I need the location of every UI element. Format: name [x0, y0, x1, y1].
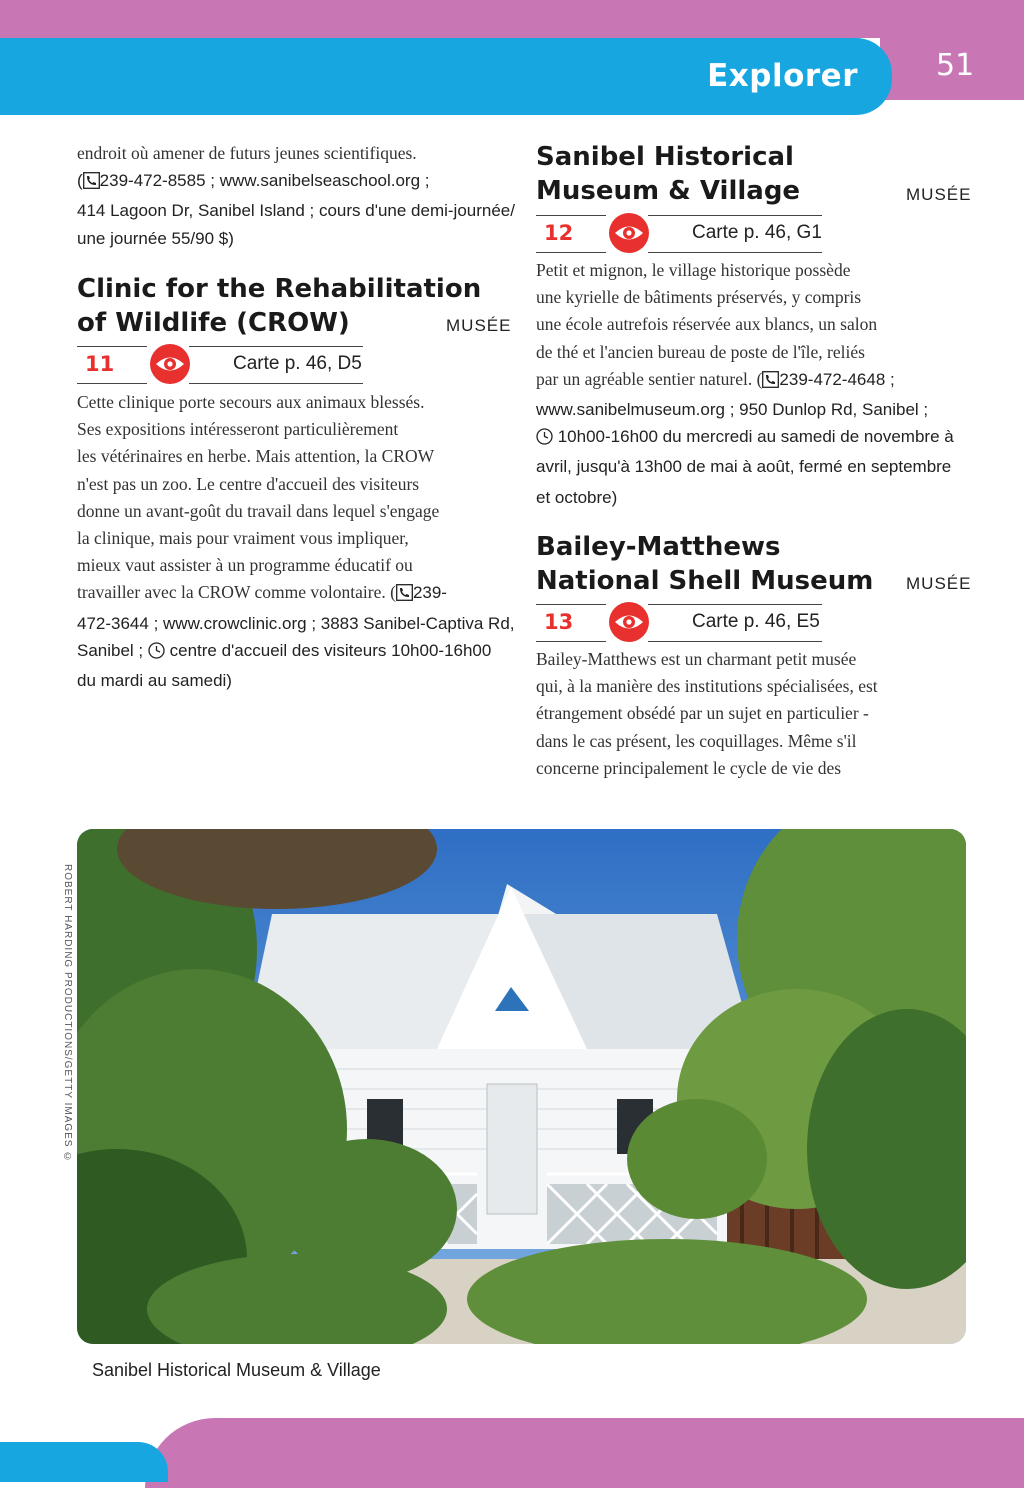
museum-photo-illustration: [77, 829, 966, 1344]
entry-shell-body: Bailey-Matthews est un charmant petit musée qui, à la manière des institutions spécialisées, est étrangement obsédé par un sujet en particulier - dans le cas présent, les coquillages. Même s'il concerne principalement le cycle de vie des: [536, 649, 878, 778]
entry-crow-locator: [77, 346, 367, 382]
phone-icon: [83, 170, 100, 197]
phone-icon: [396, 582, 413, 609]
eye-top-sight-icon: [608, 601, 650, 643]
page-number: 51: [936, 48, 975, 83]
entry-sanibel-category: MUSÉE: [906, 185, 972, 204]
eye-top-sight-icon: [149, 343, 191, 385]
entry-number: 11: [85, 352, 115, 376]
entry-crow-body: Cette clinique porte secours aux animaux blessés. Ses expositions intéresseront particulièrement les vétérinaires en herbe. Mais attention, la CROW n'est pas un zoo. Le centre d'accueil des visiteurs donne un avant-goût du travail dans lequel s'engage la clinique, mais pour vraiment vous impliquer, mieux vaut assister à un programme éducatif ou travailler avec la CROW comme volontaire. ( 239- 472-3644 ; www.crowclinic.org ; 3883 Sanibel-Captiva Rd, Sanibel ; centre d'accueil des visiteurs 10h00-16h00 du mardi au samedi): [77, 392, 515, 691]
clock-icon: [536, 426, 553, 453]
map-reference: Carte p. 46, D5: [233, 353, 362, 374]
clock-icon: [148, 640, 165, 667]
header-pink-band: [0, 0, 1024, 38]
phone-icon: [762, 369, 779, 396]
entry-sanibel-title: Sanibel Historical Museum & Village: [536, 142, 801, 206]
entry-sanibel-body: Petit et mignon, le village historique possède une kyrielle de bâtiments préservés, y compris une école autrefois réservée aux blancs, un salon de thé et l'ancien bureau de poste de l'île, reliés par un agréable sentier naturel. ( 239-472-4648 ; www.sanibelmuseum.org ; 950 Dunlop Rd, Sanibel ; 10h00-16h00 du mercredi au samedi de novembre à avril, jusqu'à 13h00 de mai à août, fermé en septembre et octobre): [536, 260, 954, 507]
intro-web: ; www.sanibelseaschool.org ;: [205, 171, 430, 191]
entry-shell-category: MUSÉE: [906, 574, 972, 593]
footer-pink-band: [145, 1418, 1024, 1488]
entry-number: 12: [544, 221, 574, 245]
map-reference: Carte p. 46, G1: [692, 222, 822, 243]
photo-credit: ROBERT HARDING PRODUCTIONS/GETTY IMAGES ©: [62, 864, 73, 1164]
entry-shell-title: Bailey-Matthews National Shell Museum: [536, 532, 874, 596]
photo-caption: Sanibel Historical Museum & Village: [92, 1360, 381, 1380]
entry-sanibel-locator: [536, 215, 826, 251]
intro-phone: 239-472-8585: [99, 171, 206, 191]
entry-number: 13: [544, 610, 574, 634]
entry-crow-title: Clinic for the Rehabilitation of Wildlife (CROW): [77, 274, 482, 338]
map-reference: Carte p. 46, E5: [692, 611, 820, 632]
entry-shell-locator: [536, 604, 826, 640]
museum-photo: [77, 829, 966, 1344]
eye-top-sight-icon: [608, 212, 650, 254]
entry-crow-category: MUSÉE: [446, 316, 512, 335]
footer-blue-band: [0, 1442, 168, 1482]
intro-text: endroit où amener de futurs jeunes scientifiques. ( 239-472-8585 ; www.sanibelseaschool.org ; 414 Lagoon Dr, Sanibel Island ; cours d'une demi-journée/ une journée 55/90 $): [77, 143, 515, 248]
section-title: Explorer: [707, 58, 858, 94]
